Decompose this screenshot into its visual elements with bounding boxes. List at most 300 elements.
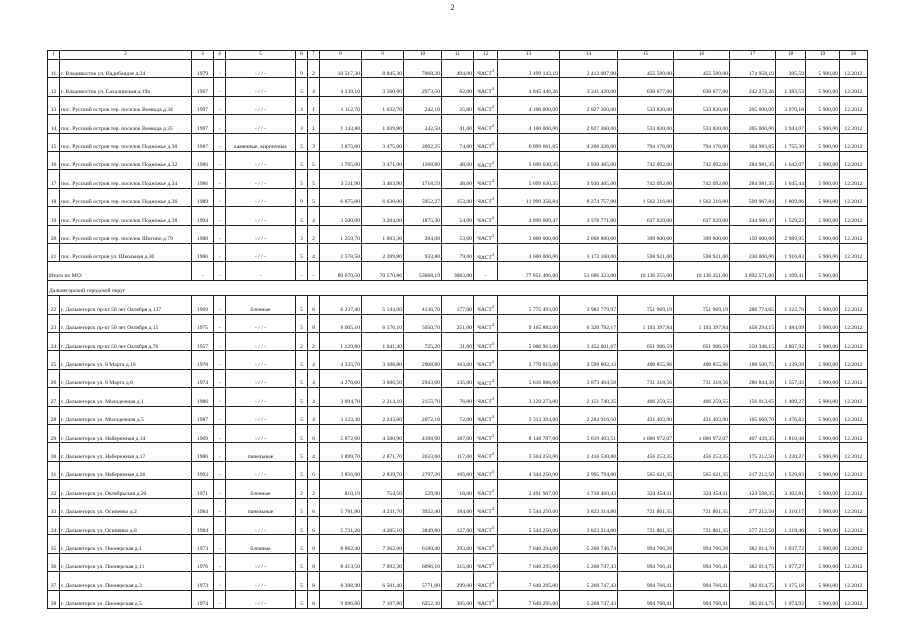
table-cell: 5 900,00	[806, 225, 840, 243]
table-cell: 6096,10	[404, 553, 442, 571]
table-cell: 721 861,35	[674, 498, 730, 516]
table-cell: 284 981,35	[730, 151, 776, 169]
table-cell: 2 413 007,00	[560, 60, 618, 78]
total-cell: 10 136 255,00	[618, 262, 674, 281]
table-cell: 5	[296, 207, 308, 225]
table-cell: 529,90	[404, 480, 442, 498]
table-cell: 721 861,35	[618, 516, 674, 534]
table-cell: 5 616 886,00	[498, 369, 560, 387]
table-row	[48, 572, 868, 590]
table-cell: 1989	[192, 188, 214, 206]
table-cell: 494,00	[442, 60, 474, 78]
table-cell: 1 122,76	[776, 296, 806, 314]
table-cell: 12.2012	[840, 151, 868, 169]
table-cell: 6	[308, 461, 320, 479]
table-cell: пос. Русский остров тер. поселок Воевода д.35	[60, 115, 192, 133]
table-cell: -	[214, 516, 226, 534]
table-cell: 27	[48, 388, 60, 406]
table-cell: 994 766,41	[618, 572, 674, 590]
table-row	[48, 480, 868, 498]
table-cell: 324 454,11	[674, 480, 730, 498]
table-cell: 3 120 273,00	[498, 388, 560, 406]
table-cell: 277 212,50	[730, 516, 776, 534]
table-row	[48, 425, 868, 443]
table-cell: -	[214, 207, 226, 225]
table-cell: 3 899,70	[320, 443, 362, 461]
table-cell: 8	[308, 535, 320, 553]
table-cell: 5 900,00	[806, 406, 840, 424]
table-cell: 4 500,90	[362, 425, 404, 443]
table-cell: 29	[48, 425, 60, 443]
table-cell: 1 409,27	[776, 388, 806, 406]
table-cell: 598 921,00	[618, 243, 674, 261]
table-cell: 76,00	[442, 388, 474, 406]
table-cell: 1	[308, 115, 320, 133]
table-cell: -	[214, 480, 226, 498]
column-number-cell: 5	[226, 51, 296, 60]
table-cell: 4 276,60	[320, 369, 362, 387]
table-cell: г. Дальнегорск ул. Осипенко д.8	[60, 516, 192, 534]
column-number-cell: 1	[48, 51, 60, 60]
table-cell: ЧАСТ$^4$	[474, 425, 498, 443]
table-cell: 533 820,00	[674, 115, 730, 133]
table-cell: -	[214, 115, 226, 133]
table-cell: блочные	[226, 296, 296, 314]
table-cell: 324 454,11	[618, 480, 674, 498]
table-cell: ЧАСТ$^4$	[474, 535, 498, 553]
table-cell: 731 318,56	[618, 369, 674, 387]
table-cell: 751 969,19	[674, 296, 730, 314]
table-cell: 1 220,27	[776, 443, 806, 461]
table-cell: 1 916,83	[776, 243, 806, 261]
table-cell: 3 302,81	[776, 480, 806, 498]
table-cell: 3 452 801,67	[560, 333, 618, 351]
table-cell: 6 320 792,17	[560, 314, 618, 332]
table-row	[48, 406, 868, 424]
table-cell: г. Владивосток ул. Сахалинская д.19а	[60, 78, 192, 96]
table-cell: 5	[296, 170, 308, 188]
table-cell: 1957	[192, 333, 214, 351]
table-cell: - / / -	[226, 170, 296, 188]
table-cell: 3 823 314,80	[560, 498, 618, 516]
table-cell: 651 906,59	[618, 333, 674, 351]
table-cell: 163,00	[442, 351, 474, 369]
table-cell: 1 259,70	[320, 225, 362, 243]
table-cell: г. Дальнегорск ул. Пионерская д.11	[60, 553, 192, 571]
section-title: Дальнегорский городской округ	[48, 281, 868, 296]
table-cell: 1 143,80	[320, 115, 362, 133]
table-cell: г. Дальнегорск ул. Набережная д.26	[60, 461, 192, 479]
table-cell: 3 378 771,00	[560, 207, 618, 225]
table-cell: 251,00	[442, 314, 474, 332]
table-cell: 12.2012	[840, 296, 868, 314]
total-cell: -	[214, 262, 226, 281]
table-cell: 8	[308, 590, 320, 608]
table-cell: 3 875,00	[320, 133, 362, 151]
table-cell: блочные	[226, 535, 296, 553]
table-cell: 21	[48, 243, 60, 261]
table-cell: 751 969,19	[618, 296, 674, 314]
table-cell: 12.2012	[840, 115, 868, 133]
table-cell: -	[214, 388, 226, 406]
table-cell: 6	[308, 296, 320, 314]
table-cell: ЧАСТ$^4$	[474, 369, 498, 387]
table-cell: 14	[48, 115, 60, 133]
table-cell: 23	[48, 314, 60, 332]
table-cell: 2 416 530,80	[560, 443, 618, 461]
table-cell: -	[214, 225, 226, 243]
table-cell: 651 906,59	[674, 333, 730, 351]
table-cell: 3 823 314,80	[560, 516, 618, 534]
table-cell: 16	[48, 151, 60, 169]
table-cell: 4	[308, 388, 320, 406]
footnote-mark: 4	[491, 579, 494, 585]
table-cell: 2	[308, 333, 320, 351]
table-cell: 12.2012	[840, 207, 868, 225]
table-cell: 13	[48, 96, 60, 114]
table-cell: 4	[308, 243, 320, 261]
table-cell: - / / -	[226, 406, 296, 424]
table-cell: 5	[296, 590, 308, 608]
table-cell: 994 766,28	[618, 535, 674, 553]
table-cell: ЧАСТ$^4$	[474, 225, 498, 243]
table-cell: -	[214, 78, 226, 96]
table-cell: г. Дальнегорск ул. 8 Марта д.6	[60, 369, 192, 387]
table-cell: -	[214, 151, 226, 169]
table-cell: 187,00	[442, 425, 474, 443]
table-cell: 242,10	[404, 96, 442, 114]
table-row	[48, 60, 868, 78]
total-cell: -	[296, 262, 308, 281]
table-cell: 150 000,00	[730, 225, 776, 243]
table-cell: 5 900,00	[806, 388, 840, 406]
table-cell: -	[214, 170, 226, 188]
table-cell: 9	[296, 188, 308, 206]
table-cell: 105,00	[442, 461, 474, 479]
table-cell: 165 669,70	[730, 406, 776, 424]
table-cell: 4	[308, 78, 320, 96]
table-row	[48, 590, 868, 608]
table-cell: 244 980,47	[730, 207, 776, 225]
table-cell: 1984	[192, 516, 214, 534]
table-cell: 1 557,43	[776, 369, 806, 387]
table-cell: 1 112,70	[320, 96, 362, 114]
table-cell: 4 205,10	[362, 516, 404, 534]
table-cell: 38	[48, 590, 60, 608]
footnote-mark: 4	[491, 122, 494, 128]
table-cell: 41,00	[442, 115, 474, 133]
table-cell: - / / -	[226, 572, 296, 590]
table-cell: 5 900,00	[806, 516, 840, 534]
table-cell: 12.2012	[840, 572, 868, 590]
table-cell: 8 398,90	[320, 572, 362, 590]
table-cell: панельные	[226, 498, 296, 516]
table-cell: 3922,40	[404, 498, 442, 516]
table-cell: 1 809,86	[776, 188, 806, 206]
footnote-mark: 4	[491, 86, 494, 92]
table-cell: 48,00	[442, 170, 474, 188]
table-cell: 3849,80	[404, 516, 442, 534]
table-cell: 4 231,70	[362, 498, 404, 516]
table-cell: 8 274 757,00	[560, 188, 618, 206]
table-cell: 7 640 295,00	[498, 590, 560, 608]
table-cell: 994 766,28	[674, 535, 730, 553]
table-cell: 5 699 630,35	[498, 170, 560, 188]
table-cell: 250 348,15	[730, 333, 776, 351]
table-cell: 2908,80	[404, 351, 442, 369]
table-row	[48, 133, 868, 151]
table-row	[48, 553, 868, 571]
table-cell: пос. Русский остров тер. поселок Подножье д.34	[60, 170, 192, 188]
table-cell: 35	[48, 535, 60, 553]
table-cell: 1986	[192, 170, 214, 188]
table-cell: ЧАСТ$^4$	[474, 406, 498, 424]
table-cell: 1966	[192, 243, 214, 261]
table-cell: 12.2012	[840, 225, 868, 243]
table-cell: 5771,00	[404, 572, 442, 590]
footnote-mark: 4	[491, 359, 494, 365]
table-cell: 7068,20	[404, 60, 442, 78]
table-cell: 2	[296, 480, 308, 498]
table-cell: 12.2012	[840, 388, 868, 406]
table-cell: 284 981,35	[730, 170, 776, 188]
table-cell: 3 943,07	[776, 115, 806, 133]
table-cell: 4	[308, 369, 320, 387]
table-cell: 304 983,05	[730, 133, 776, 151]
table-cell: - / / -	[226, 225, 296, 243]
table-cell: 455 589,00	[674, 60, 730, 78]
table-cell: -	[214, 553, 226, 571]
footnote-mark: 4	[491, 469, 494, 475]
table-cell: 53,00	[442, 225, 474, 243]
table-cell: 1987	[192, 406, 214, 424]
table-cell: пос. Русский остров тер. поселок Воевода д.34	[60, 96, 192, 114]
footnote-mark: 4	[491, 251, 494, 257]
table-cell: 630 877,00	[674, 78, 730, 96]
footnote-mark: 4	[491, 303, 494, 309]
table-row	[48, 351, 868, 369]
footnote-mark: 4	[491, 178, 494, 184]
table-cell: 2	[308, 225, 320, 243]
table-cell: 1997	[192, 96, 214, 114]
table-cell: 2 827 360,00	[560, 96, 618, 114]
table-cell: г. Дальнегорск ул. 8 Марта д.16	[60, 351, 192, 369]
table-cell: 458 294,15	[730, 314, 776, 332]
table-cell: 3 770 015,00	[498, 351, 560, 369]
table-cell: 794 176,00	[674, 133, 730, 151]
total-cell: 53 686 323,00	[560, 262, 618, 281]
table-cell: 62,00	[442, 78, 474, 96]
table-cell: 1969	[192, 425, 214, 443]
table-cell: 933,80	[404, 243, 442, 261]
table-cell: 5 544 250,00	[498, 498, 560, 516]
table-cell: 12.2012	[840, 60, 868, 78]
table-cell: 7 640 294,00	[498, 535, 560, 553]
table-cell: - / / -	[226, 314, 296, 332]
table-cell: 7 362,60	[362, 535, 404, 553]
table-cell: 4136,70	[404, 296, 442, 314]
table-cell: 5 900,00	[806, 115, 840, 133]
table-row	[48, 115, 868, 133]
table-cell: 1 810,48	[776, 425, 806, 443]
table-cell: г. Дальнегорск пр-кт 50 лет Октября д.15	[60, 314, 192, 332]
table-cell: 1 175,18	[776, 572, 806, 590]
table-cell: 5	[296, 314, 308, 332]
table-cell: 533 820,00	[674, 96, 730, 114]
table-cell: 3 606,50	[362, 369, 404, 387]
table-cell: -	[214, 535, 226, 553]
table-cell: ЧАСТ$^4$	[474, 151, 498, 169]
table-cell: 54,00	[442, 207, 474, 225]
table-cell: - / / -	[226, 590, 296, 608]
table-cell: 1268,80	[404, 151, 442, 169]
table-cell: -	[214, 243, 226, 261]
table-cell: 3 970,18	[776, 96, 806, 114]
table-cell: - / / -	[226, 425, 296, 443]
table-cell: 79,00	[442, 243, 474, 261]
table-cell: 8 882,40	[320, 535, 362, 553]
column-number-cell: 9	[362, 51, 404, 60]
table-cell: ЧАСТ$^4$	[474, 314, 498, 332]
total-cell: 5 900,00	[806, 262, 840, 281]
table-cell: 288 774,65	[730, 296, 776, 314]
total-cell: -	[226, 262, 296, 281]
table-cell: 8 413,50	[320, 553, 362, 571]
table-cell: 1978	[192, 351, 214, 369]
table-cell: 24	[48, 333, 60, 351]
table-cell: 382 014,75	[730, 553, 776, 571]
footnote-mark: 4	[491, 432, 494, 438]
total-cell	[840, 262, 868, 281]
table-cell: 5	[296, 406, 308, 424]
table-cell: 2 871,70	[362, 443, 404, 461]
table-cell: ЧАСТ$^4$	[474, 133, 498, 151]
total-cell: 1 109,41	[776, 262, 806, 281]
table-cell: - / / -	[226, 333, 296, 351]
table-cell: 3 308,80	[362, 351, 404, 369]
table-cell: г. Дальнегорск ул. Пионерская д.1	[60, 535, 192, 553]
table-cell: 1 003,36	[362, 225, 404, 243]
table-cell: 5	[296, 388, 308, 406]
table-cell: -	[214, 333, 226, 351]
table-cell: г. Дальнегорск пр-кт 50 лет Октября д.76	[60, 333, 192, 351]
table-cell: 2 284 916,50	[560, 406, 618, 424]
table-cell: 565 621,35	[674, 461, 730, 479]
table-cell: 1988	[192, 225, 214, 243]
table-cell: 48,00	[442, 151, 474, 169]
table-cell: 5 900,00	[806, 369, 840, 387]
table-cell: 1 642,07	[776, 151, 806, 169]
table-cell: 754,50	[362, 480, 404, 498]
table-cell: г. Дальнегорск ул. Осипенко д.2	[60, 498, 192, 516]
table-cell: -	[214, 498, 226, 516]
table-cell: 994 766,41	[674, 590, 730, 608]
table-cell: 5	[296, 516, 308, 534]
table-cell: 8	[308, 572, 320, 590]
table-cell: - / / -	[226, 516, 296, 534]
table-row	[48, 535, 868, 553]
table-cell: 12.2012	[840, 351, 868, 369]
table-cell: 34	[48, 516, 60, 534]
table-cell: 637 929,00	[674, 207, 730, 225]
table-cell: 72,00	[442, 406, 474, 424]
table-cell: 406 259,55	[674, 388, 730, 406]
table-cell: 10 517,30	[320, 60, 362, 78]
table-cell: 5 900,00	[806, 333, 840, 351]
table-cell: 731 318,56	[674, 369, 730, 387]
table-cell: 3 094,70	[320, 388, 362, 406]
table-cell: 277 212,50	[730, 498, 776, 516]
table-cell: -	[214, 96, 226, 114]
table-cell: 5 900,00	[806, 461, 840, 479]
total-row	[48, 262, 868, 281]
table-cell: 3 930 465,00	[560, 151, 618, 169]
table-row	[48, 243, 868, 261]
table-cell: пос. Русский остров тер. поселок Подножье д.30	[60, 133, 192, 151]
table-cell: 810,19	[320, 480, 362, 498]
table-cell: 7 640 295,00	[498, 572, 560, 590]
table-cell: ЧАСТ$^4$	[474, 60, 498, 78]
table-cell: 9	[296, 60, 308, 78]
table-cell: 2 068 800,00	[560, 225, 618, 243]
table-cell: 533 820,00	[618, 96, 674, 114]
table-cell: 382 014,75	[730, 590, 776, 608]
table-cell: 8 148 787,00	[498, 425, 560, 443]
table-cell: 490 855,96	[674, 351, 730, 369]
table-cell: ЧАСТ$^4$	[474, 572, 498, 590]
footnote-mark: 4	[491, 561, 494, 567]
table-cell: ЧАСТ$^4$	[474, 388, 498, 406]
table-cell: 1967	[192, 78, 214, 96]
table-cell: 1 755,30	[776, 133, 806, 151]
table-cell: 5 900,00	[806, 296, 840, 314]
table-cell: 3 123,30	[320, 406, 362, 424]
table-cell: 188 500,75	[730, 351, 776, 369]
table-cell: 1986	[192, 151, 214, 169]
table-cell: 5 872,60	[320, 425, 362, 443]
table-cell: каменные, кирпичные	[226, 133, 296, 151]
table-cell: 6180,40	[404, 535, 442, 553]
table-cell: 4	[308, 443, 320, 461]
table-cell: 1 037,72	[776, 535, 806, 553]
column-number-cell: 15	[618, 51, 674, 60]
table-cell: 6 099 661,05	[498, 133, 560, 151]
table-cell: 5	[296, 351, 308, 369]
table-cell: 37	[48, 572, 60, 590]
table-cell: 6	[308, 425, 320, 443]
table-cell: ЧАСТ$^4$	[474, 96, 498, 114]
table-cell: - / / -	[226, 78, 296, 96]
table-cell: 12.2012	[840, 369, 868, 387]
footnote-mark: 4	[491, 451, 494, 457]
table-cell: 3 873 404,58	[560, 369, 618, 387]
table-cell: 12.2012	[840, 333, 868, 351]
table-cell: 74,00	[442, 133, 474, 151]
column-number-cell: 4	[214, 51, 226, 60]
table-cell: 293,00	[442, 535, 474, 553]
footnote-mark: 4	[491, 487, 494, 493]
total-label: Итого по МО:	[48, 262, 192, 281]
table-cell: 6 875,00	[320, 188, 362, 206]
table-cell: 794 176,00	[618, 133, 674, 151]
footnote-mark: 4	[491, 340, 494, 346]
table-cell: 12.2012	[840, 535, 868, 553]
table-cell: 19	[48, 207, 60, 225]
table-row	[48, 333, 868, 351]
column-number-cell: 16	[674, 51, 730, 60]
table-cell: 242 272,26	[730, 78, 776, 96]
table-cell: 4	[308, 406, 320, 424]
